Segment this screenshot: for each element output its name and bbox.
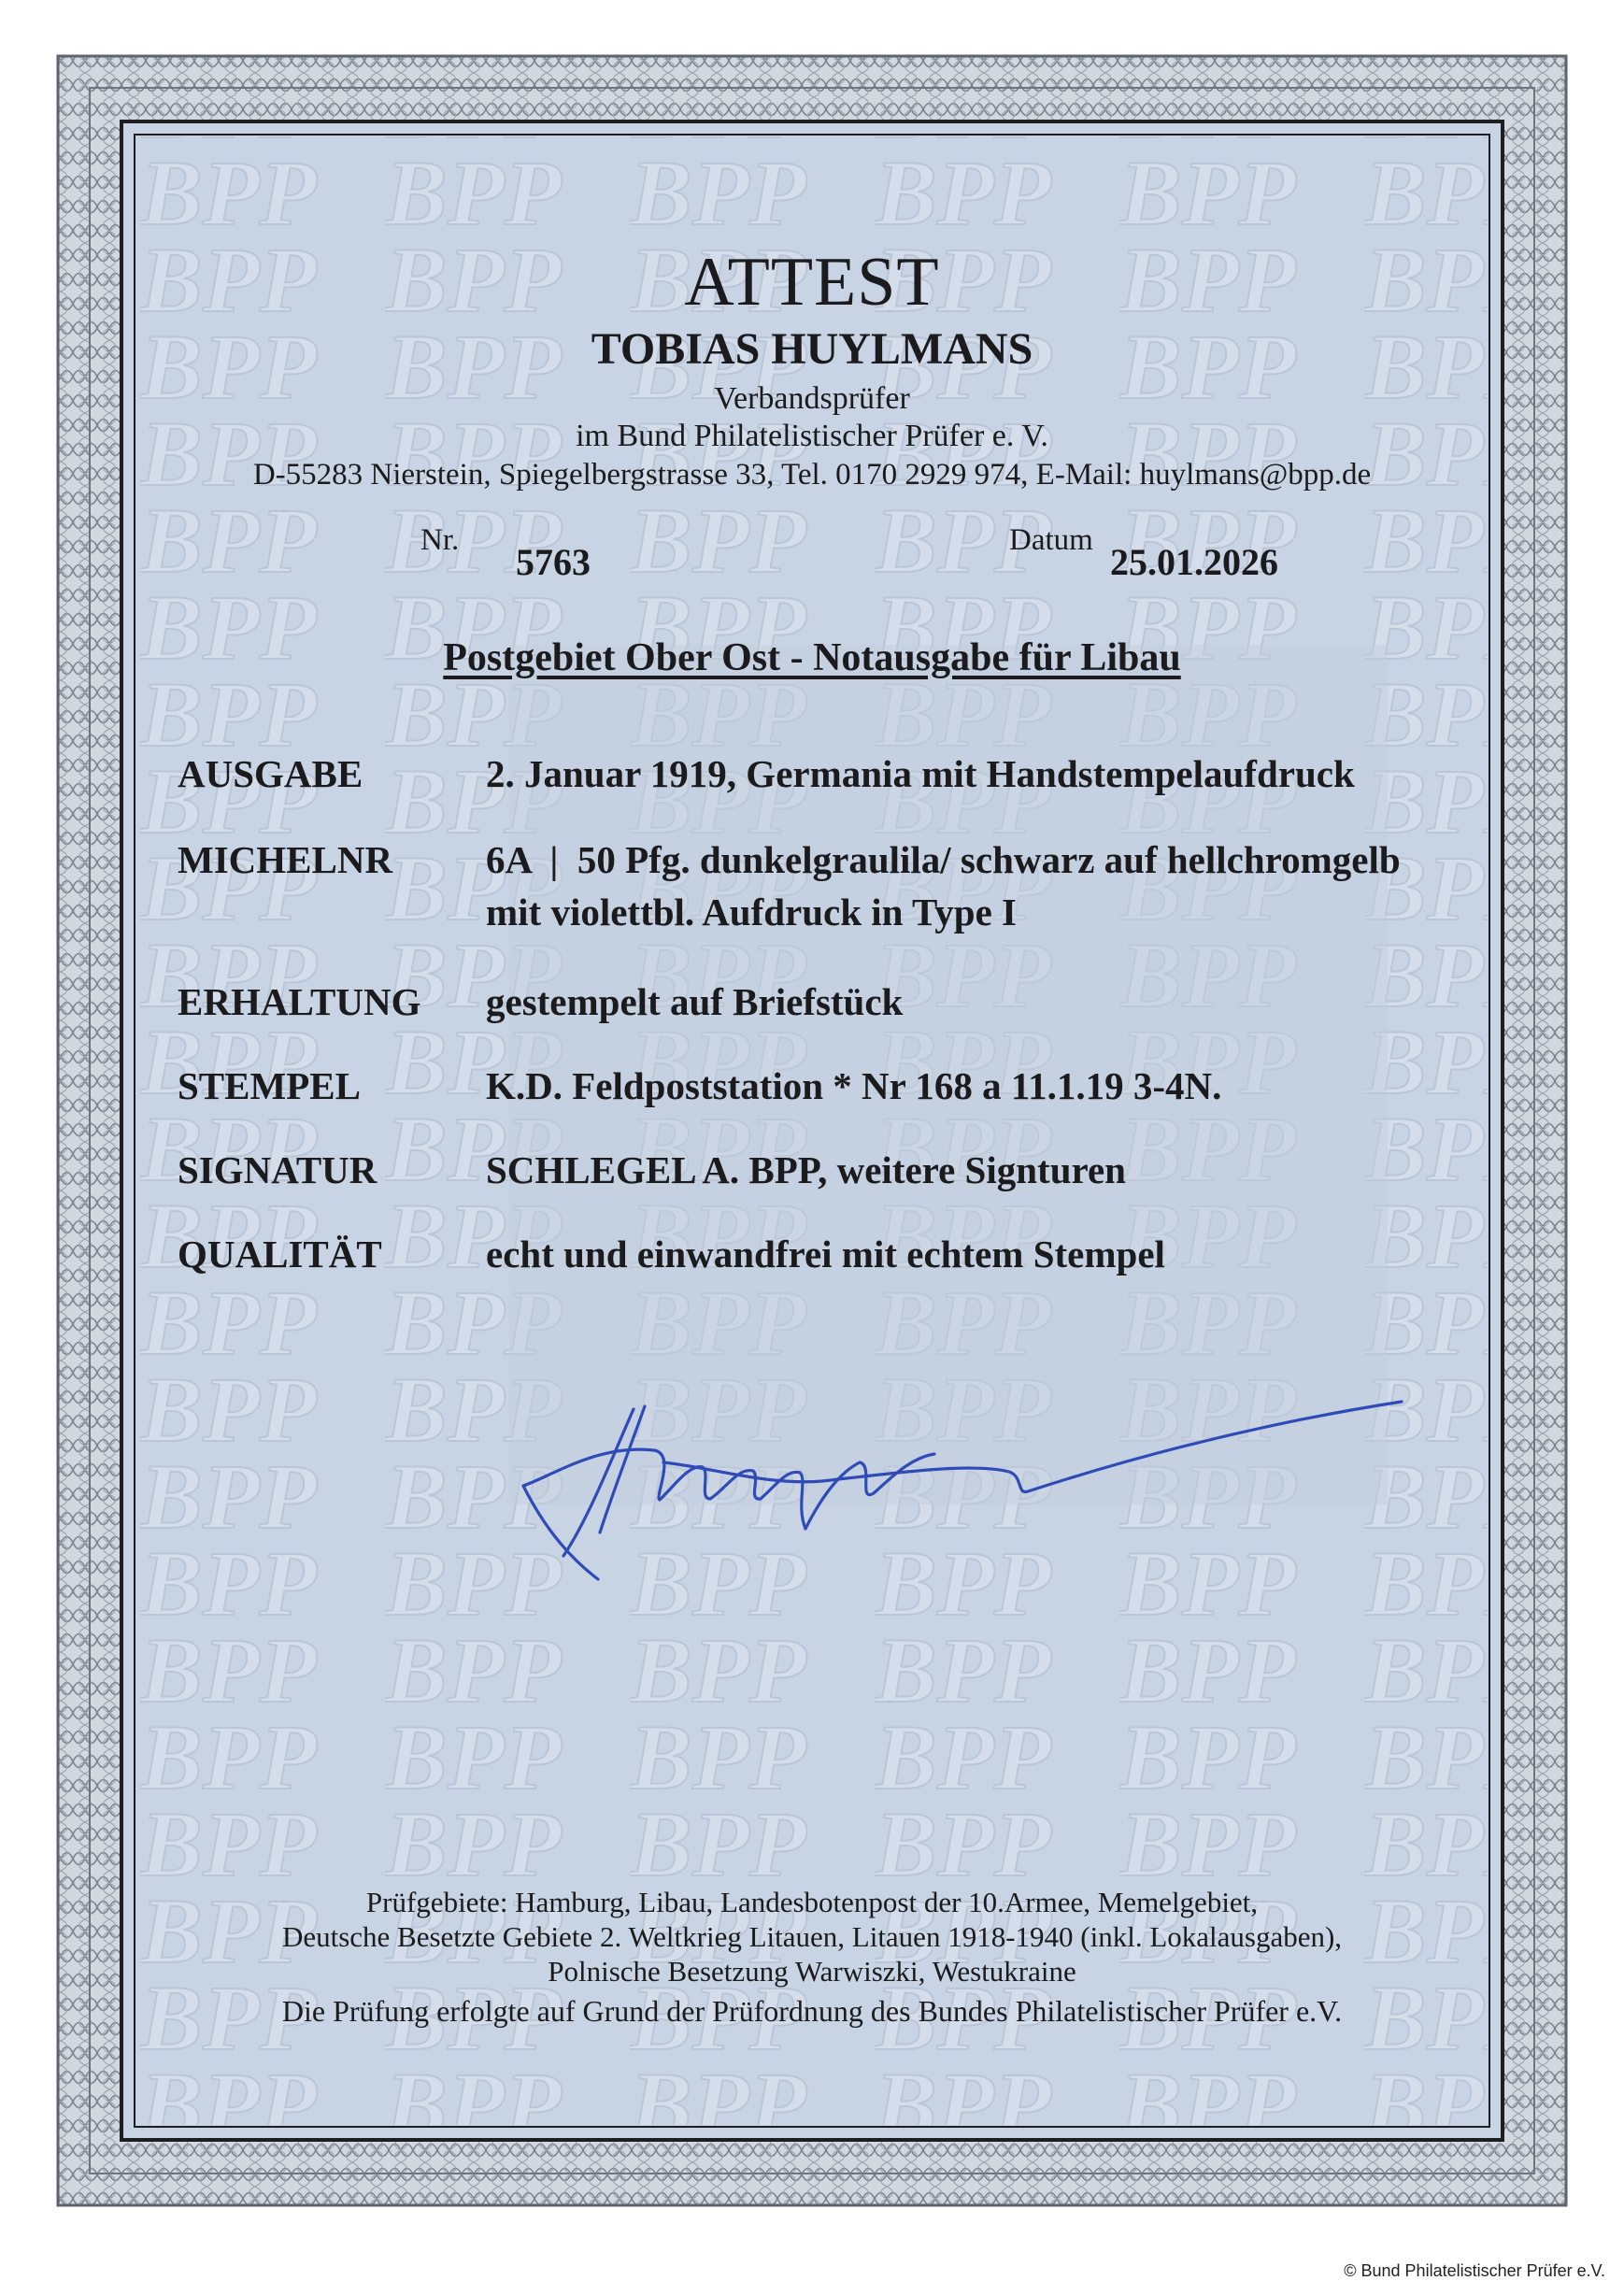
field-value-erhaltung: gestempelt auf Briefstück bbox=[486, 980, 904, 1023]
footer-line-4: Die Prüfung erfolgte auf Grund der Prüfordnung des Bundes Philatelistischer Prüfer e.V. bbox=[281, 1994, 1343, 2028]
nr-value: 5763 bbox=[516, 541, 591, 583]
examiner-name: TOBIAS HUYLMANS bbox=[591, 324, 1033, 374]
footer-line-3: Polnische Besetzung Warwiszki, Westukraine bbox=[548, 1955, 1076, 1988]
field-label-stempel: STEMPEL bbox=[178, 1064, 361, 1107]
association: im Bund Philatelistischer Prüfer e. V. bbox=[576, 419, 1048, 453]
examiner-role: Verbandsprüfer bbox=[714, 381, 910, 416]
field-value-michelnr: 6A | 50 Pfg. dunkelgraulila/ schwarz auf hellchromgelb bbox=[486, 838, 1401, 881]
footer-line-1: Prüfgebiete: Hamburg, Libau, Landesbotenpost der 10.Armee, Memelgebiet, bbox=[365, 1886, 1259, 1918]
field-label-signatur: SIGNATUR bbox=[178, 1148, 378, 1191]
field-label-erhaltung: ERHALTUNG bbox=[178, 980, 421, 1023]
field-value-stempel: K.D. Feldpoststation * Nr 168 a 11.1.19 3-4N. bbox=[486, 1064, 1222, 1107]
subject-heading: Postgebiet Ober Ost - Notausgabe für Libau bbox=[443, 636, 1181, 679]
field-label-michelnr: MICHELNR bbox=[178, 838, 393, 881]
nr-label: Nr. bbox=[420, 523, 460, 557]
footer-line-2: Deutsche Besetzte Gebiete 2. Weltkrieg Litauen, Litauen 1918-1940 (inkl. Lokalausgaben), bbox=[281, 1920, 1343, 1953]
field-label-qualitaet: QUALITÄT bbox=[178, 1233, 382, 1276]
copyright-notice: © Bund Philatelistischer Prüfer e.V. bbox=[1344, 2261, 1605, 2280]
field-value-signatur: SCHLEGEL A. BPP, weitere Signturen bbox=[486, 1148, 1126, 1191]
contact-address: D-55283 Nierstein, Spiegelbergstrasse 33, Tel. 0170 2929 974, E-Mail: huylmans@bpp.de bbox=[252, 458, 1372, 492]
certificate-title: ATTEST bbox=[684, 244, 940, 321]
date-label: Datum bbox=[1009, 523, 1093, 557]
field-value-michelnr-line2: mit violettbl. Aufdruck in Type I bbox=[486, 891, 1017, 934]
field-label-ausgabe: AUSGABE bbox=[178, 752, 363, 795]
date-value: 25.01.2026 bbox=[1110, 541, 1278, 583]
field-value-qualitaet: echt und einwandfrei mit echtem Stempel bbox=[486, 1233, 1165, 1276]
field-value-ausgabe: 2. Januar 1919, Germania mit Handstempelaufdruck bbox=[486, 752, 1355, 795]
